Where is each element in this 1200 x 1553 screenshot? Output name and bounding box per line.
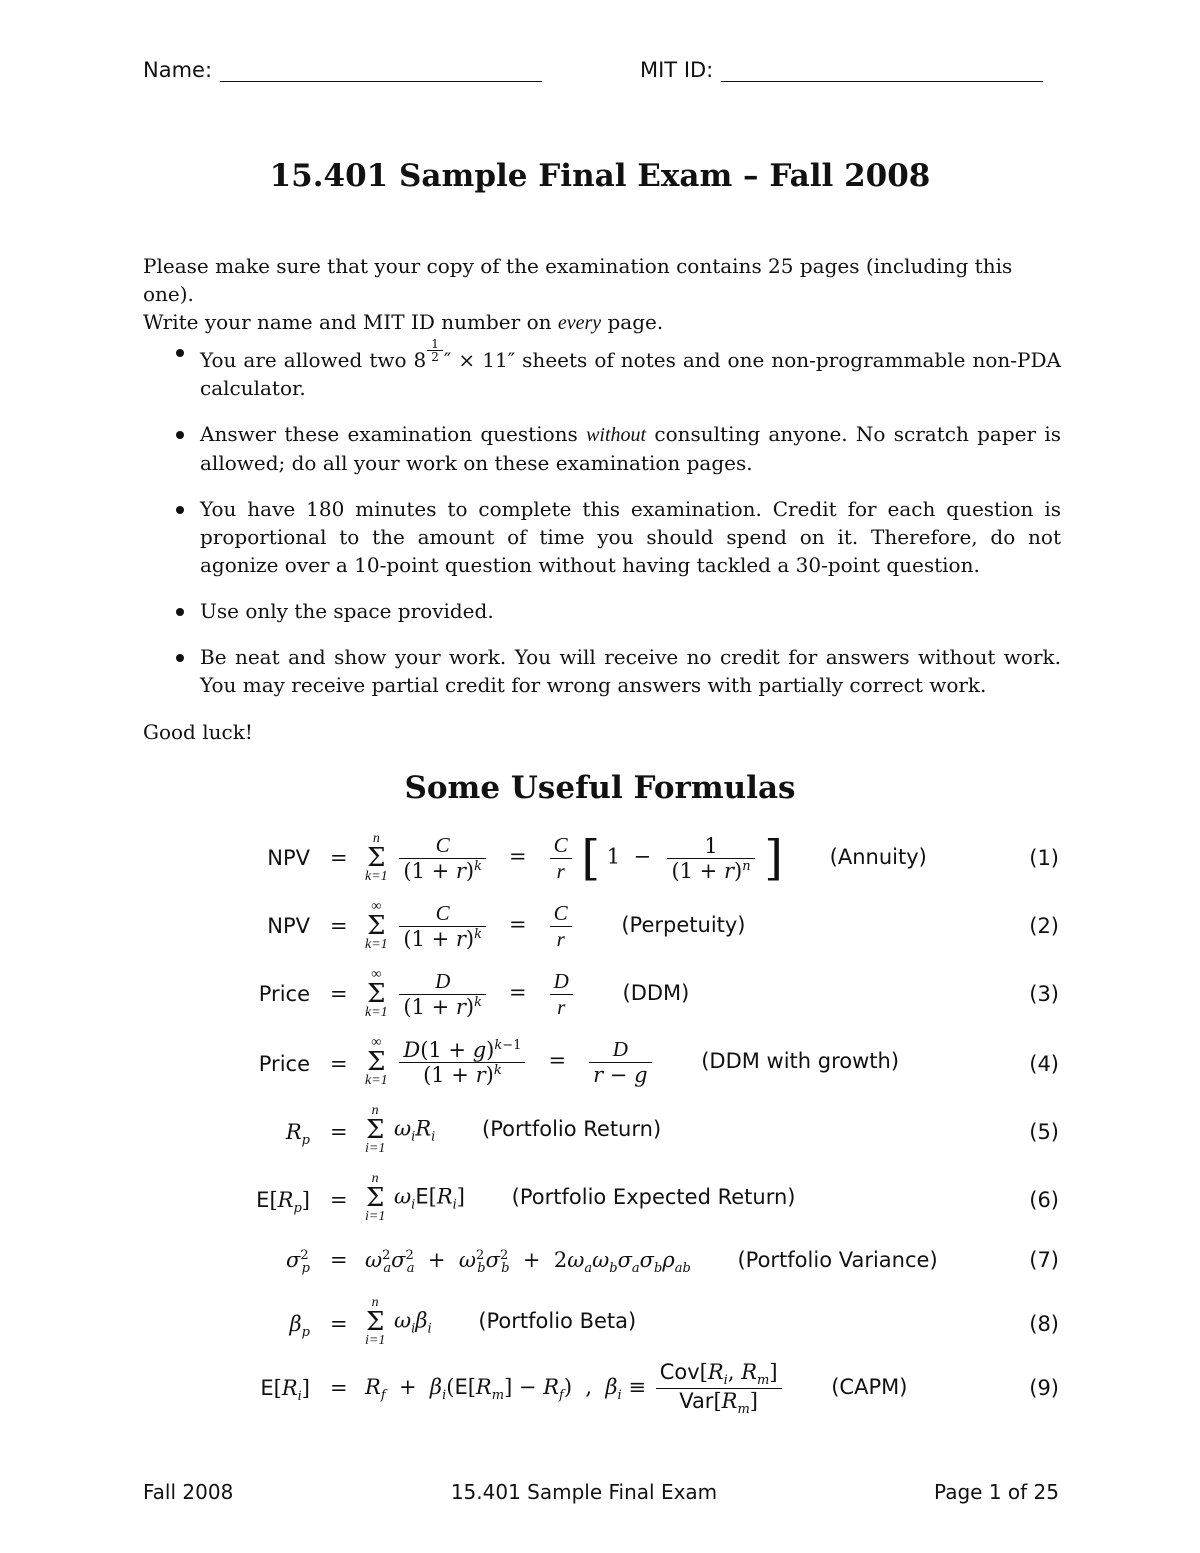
intro-paragraph (143, 252, 1061, 337)
formula-ddm-growth: Price = ∞ Σ k=1 $\frac{D(1 + g)^{k-1}}{(1 + r)^k}$ = $\frac{D}{r - g}$ (DDM with growth) (4) (258, 1035, 1059, 1088)
mit-id-field (640, 58, 1043, 82)
formula-portfolio-expected-return: $E[R_p]$ = n Σ i=1 $\omega_iE[R_i]$ (Portfolio Expected Return) (6) (256, 1171, 1059, 1224)
formula-perpetuity: NPV = ∞ Σ k=1 $\frac{C}{(1 + r)^k}$ = $\frac{C}{r}$ (Perpetuity) (2) (267, 899, 1059, 952)
rule-item: You have 180 minutes to complete this examination. Credit for each question is proportional to the amount of time you should spend on it. Therefore, do not agonize over a 10-point question without having tackled a 30-point question. (143, 495, 1061, 579)
bullet-icon (176, 654, 184, 662)
rule-item: Use only the space provided. (143, 597, 1061, 625)
exam-rules-list (143, 338, 1061, 717)
mit-id-blank-line[interactable] (721, 59, 1043, 82)
formulas-heading: Some Useful Formulas (404, 770, 796, 806)
footer-page-number: Page 1 of 25 (934, 1480, 1059, 1504)
name-blank-line[interactable] (220, 59, 542, 82)
formula-capm: $E[R_i]$ = $R_f + \beta_i(E[R_m] - R_f)$ , $\beta_i$ ≡ $\frac{Cov[R_i, R_m]}{Var[R_m]}$ (CAPM) (9) (260, 1360, 1059, 1418)
bullet-icon (176, 506, 184, 514)
name-field (143, 58, 542, 82)
name-label: Name: (143, 58, 213, 82)
formula-ddm: Price = ∞ Σ k=1 $\frac{D}{(1 + r)^k}$ = $\frac{D}{r}$ (DDM) (3) (258, 967, 1059, 1020)
good-luck-text: Good luck! (143, 720, 253, 744)
formula-annuity: NPV = n Σ k=1 $\frac{C}{(1 + r)^k}$ = $\frac{C}{r}$ [ 1 − $\frac{1}{(1 + r)^n}$ ] (Annuity) (1) (267, 830, 1059, 886)
intro-line-2: Write your name and MIT ID number on every page. (143, 310, 664, 334)
footer-center: 15.401 Sample Final Exam (450, 1480, 718, 1504)
formula-portfolio-beta: $\beta_p$ = n Σ i=1 $\omega_i\beta_i$ (Portfolio Beta) (8) (289, 1295, 1059, 1348)
rule-item: Answer these examination questions without consulting anyone. No scratch paper is allowed; do all your work on these examination pages. (143, 420, 1061, 477)
formula-portfolio-return: $R_p$ = n Σ i=1 $\omega_iR_i$ (Portfolio Return) (5) (285, 1103, 1059, 1156)
mit-id-label: MIT ID: (640, 58, 714, 82)
intro-line-1: Please make sure that your copy of the examination contains 25 pages (including this one). (143, 254, 1013, 306)
bullet-icon (176, 349, 184, 357)
bullet-icon (176, 608, 184, 616)
footer-left: Fall 2008 (143, 1480, 234, 1504)
bullet-icon (176, 431, 184, 439)
formula-portfolio-variance: $\sigma^2_p$ = $\omega^2_a\sigma^2_a + \omega^2_b\sigma^2_b + 2\omega_a\omega_b\sigma_a\sigma_b\rho_{ab}$ (Portfolio Variance) (7) (286, 1248, 1059, 1277)
rule-item: You are allowed two 8 $\frac{1}{2}$ ″ × 11″ sheets of notes and one non-programmable non-PDA calculator. (143, 338, 1061, 402)
exam-title: 15.401 Sample Final Exam – Fall 2008 (269, 158, 931, 194)
rule-item: Be neat and show your work. You will receive no credit for answers without work. You may receive partial credit for wrong answers with partially correct work. (143, 643, 1061, 699)
